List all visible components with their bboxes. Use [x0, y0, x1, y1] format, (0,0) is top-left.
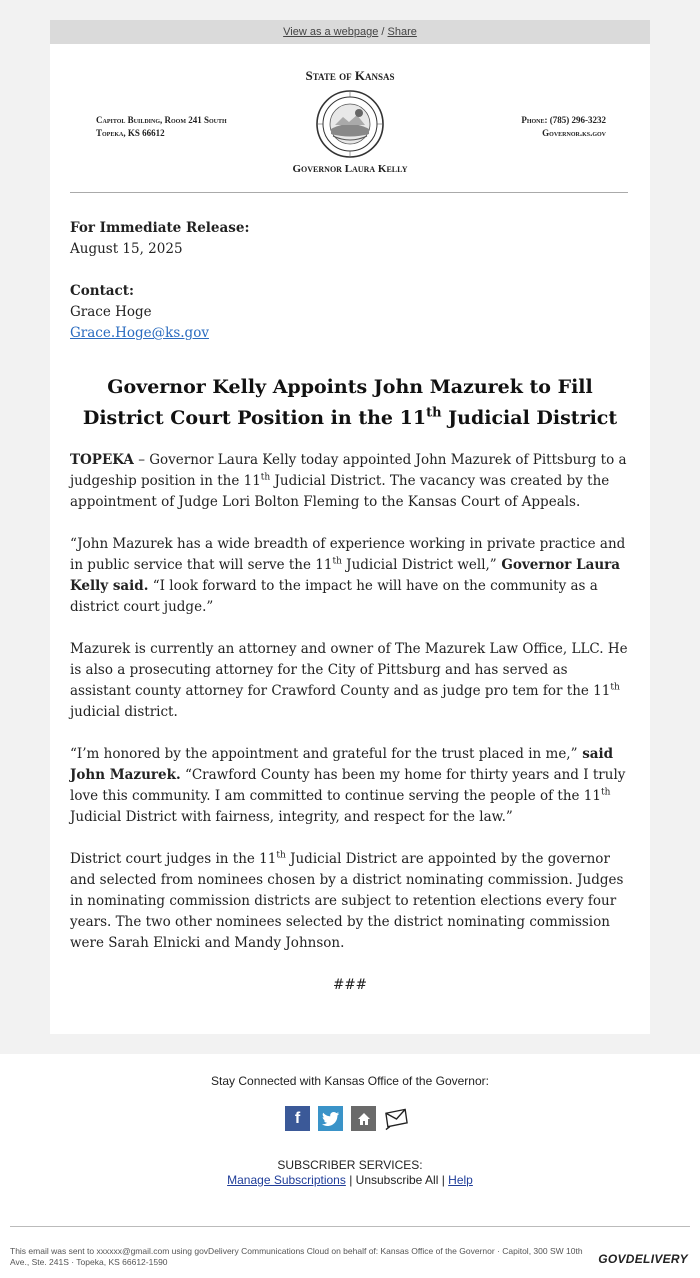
p2-text-a: “John Mazurek has a wide breadth of experience working in private practice and in public service that will serve the 11: [70, 536, 626, 573]
contact-name: Grace Hoge: [70, 304, 152, 320]
phone-number: Phone: (785) 296-3232: [521, 115, 606, 125]
headline-text-end: Judicial District: [441, 407, 618, 429]
paragraph-3: [70, 639, 630, 723]
p4-text-a: “I’m honored by the appointment and grateful for the trust placed in me,”: [70, 746, 578, 762]
spacer: [70, 260, 630, 281]
link-separator: |: [438, 1173, 449, 1187]
release-date: August 15, 2025: [70, 241, 183, 257]
p2-text-c: “I look forward to the impact he will have on the community as a district court judge.”: [70, 578, 598, 615]
p2-sup: th: [332, 556, 342, 567]
social-icons: [285, 1106, 409, 1131]
email-card: [50, 44, 650, 1034]
press-release-body: [70, 218, 630, 996]
p1-text-b: Judicial District. The vacancy was created by the appointment of Judge Lori Bolton Fleming to the Kansas Court of Appeals.: [70, 473, 610, 510]
dateline: TOPEKA: [70, 452, 134, 468]
p4-attribution: said John Mazurek.: [70, 746, 614, 783]
p3-text-b: judicial district.: [70, 704, 178, 720]
help-link[interactable]: Help: [448, 1173, 473, 1187]
subscriber-links: [0, 1173, 700, 1188]
p2-attribution: Governor Laura Kelly said.: [70, 557, 621, 594]
view-webpage-link[interactable]: View as a webpage: [283, 26, 379, 38]
govdelivery-logo[interactable]: [598, 1252, 688, 1266]
letterhead-governor: Governor Laura Kelly: [292, 163, 408, 175]
p1-sup: th: [260, 472, 271, 483]
fine-print: This email was sent to xxxxxx@gmail.com using govDelivery Communications Cloud on behalf of: Kansas Office of the Governor · Capitol, 300 SW 10th Ave., Ste. 241S · Topeka, KS 66612-1590: [10, 1246, 583, 1267]
paragraph-4: [70, 744, 630, 828]
stay-connected-text: Stay Connected with Kansas Office of the Governor:: [211, 1074, 489, 1088]
letterhead-contact: [521, 114, 606, 140]
manage-subscriptions-link[interactable]: Manage Subscriptions: [227, 1173, 346, 1187]
address-line-1: Capitol Building, Room 241 South: [96, 115, 227, 125]
contact-email-link[interactable]: Grace.Hoge@ks.gov: [70, 325, 209, 341]
link-separator: |: [345, 1173, 356, 1187]
footer-divider: [10, 1226, 690, 1227]
top-bar: [50, 20, 650, 44]
home-icon[interactable]: [351, 1106, 376, 1131]
p5-text-b: Judicial District are appointed by the governor and selected from nominees chosen by a district nominating commission. Judges in nominating commission districts are subject to retention elections every four years. The two other nominees selected by the district nominating commission were Sarah Elnicki and Mandy Johnson.: [70, 851, 624, 951]
p4-text-c: Judicial District with fairness, integrity, and respect for the law.”: [70, 809, 513, 825]
p3-text-a: Mazurek is currently an attorney and owner of The Mazurek Law Office, LLC. He is also a prosecuting attorney for the City of Pittsburg and has served as assistant county attorney for Crawford County and as judge pro tem for the 11: [70, 641, 628, 699]
p5-text-a: District court judges in the 11: [70, 851, 277, 867]
share-link[interactable]: Share: [387, 26, 417, 38]
headline: [70, 372, 630, 434]
topbar-separator: /: [378, 26, 388, 38]
headline-sup: th: [426, 405, 442, 421]
subscriber-label: SUBSCRIBER SERVICES:: [277, 1158, 423, 1172]
email-icon[interactable]: [384, 1106, 409, 1131]
end-marker: ###: [333, 977, 367, 993]
website: Governor.ks.gov: [542, 128, 606, 138]
p2-text-b: Judicial District well,”: [341, 557, 497, 573]
p1-text-a: – Governor Laura Kelly today appointed John Mazurek of Pittsburg to a judgeship position in the 11: [70, 452, 627, 489]
footer: [0, 1054, 700, 1278]
paragraph-2: [70, 534, 630, 618]
contact-label: Contact:: [70, 283, 134, 299]
header-divider: [70, 192, 628, 193]
letterhead-title: State of Kansas: [305, 68, 395, 83]
govdelivery-text: GOVDELIVERY: [598, 1252, 688, 1266]
p4-text-b: “Crawford County has been my home for thirty years and I truly love this community. I am committed to continue serving the people of the 11: [70, 767, 626, 804]
paragraph-1: [70, 450, 630, 513]
headline-text: Governor Kelly Appoints John Mazurek to Fill District Court Position in the 11: [82, 376, 593, 429]
p4-sup: th: [600, 787, 611, 798]
unsubscribe-all-link[interactable]: Unsubscribe All: [355, 1173, 439, 1187]
address-line-2: Topeka, KS 66612: [96, 128, 165, 138]
p5-sup: th: [276, 850, 286, 861]
p3-sup: th: [610, 682, 620, 693]
subscriber-services: [0, 1158, 700, 1188]
kansas-seal-icon: [315, 89, 385, 159]
twitter-icon[interactable]: [318, 1106, 343, 1131]
release-label: For Immediate Release:: [70, 220, 250, 236]
facebook-icon[interactable]: f: [285, 1106, 310, 1131]
letterhead-address: [96, 114, 227, 140]
paragraph-5: [70, 849, 630, 954]
